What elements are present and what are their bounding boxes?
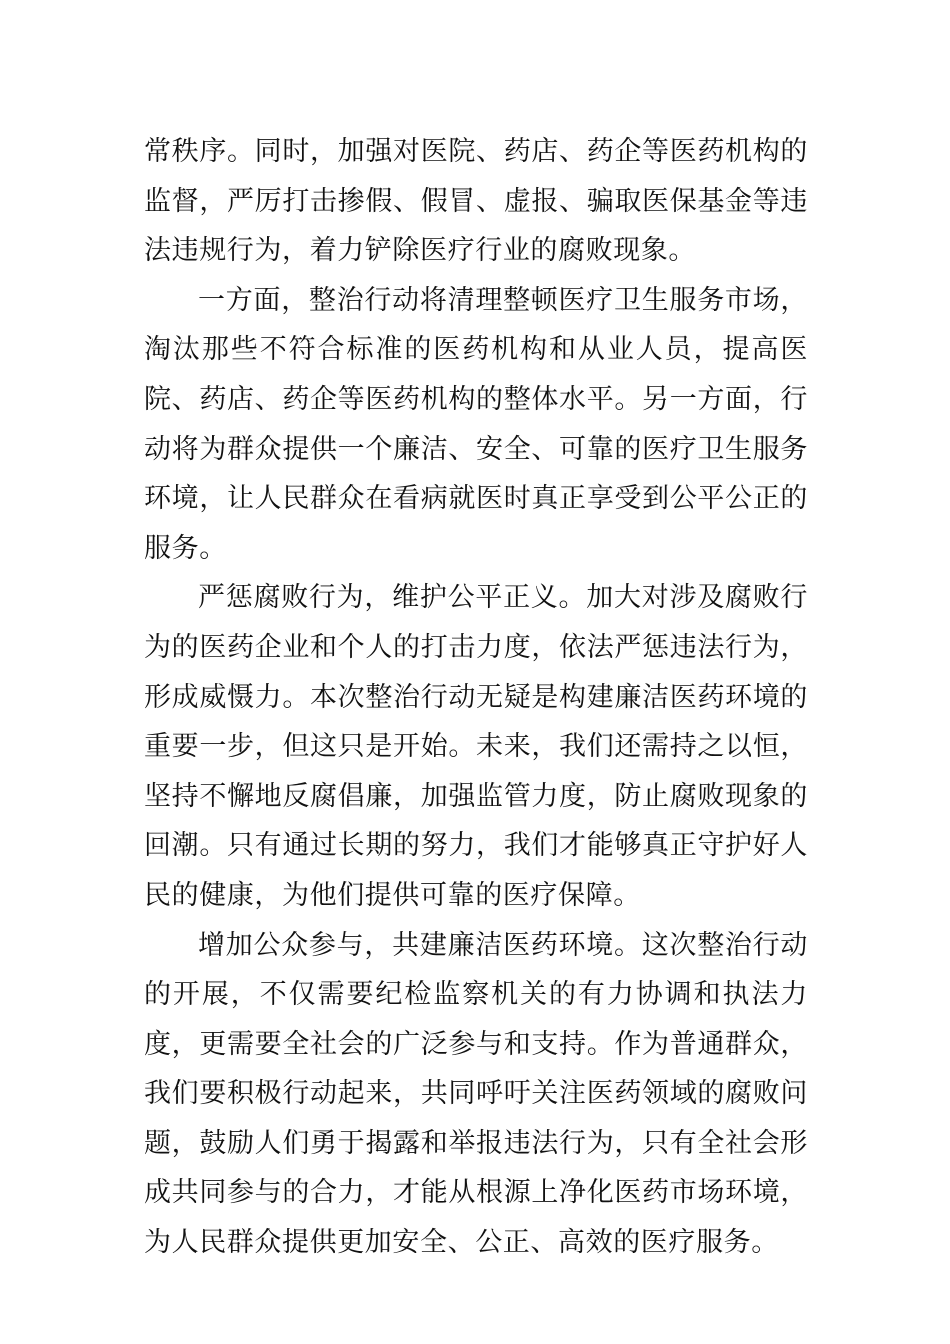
paragraph-continuation: 常秩序。同时，加强对医院、药店、药企等医药机构的监督，严厉打击掺假、假冒、虚报、骗取医保基金等违法违规行为，着力铲除医疗行业的腐败现象。 [144,136,808,267]
paragraph-punish-corruption: 严惩腐败行为，维护公平正义。加大对涉及腐败行为的医药企业和个人的打击力度，依法严惩违法行为，形成威慑力。本次整治行动无疑是构建廉洁医药环境的重要一步，但这只是开始。未来，我们还需持之以恒，坚持不懈地反腐倡廉，加强监管力度，防止腐败现象的回潮。只有通过长期的努力，我们才能够真正守护好人民的健康，为他们提供可靠的医疗保障。 [144,582,808,911]
document-body [144,127,808,1268]
paragraph-market-rectification: 一方面，整治行动将清理整顿医疗卫生服务市场，淘汰那些不符合标准的医药机构和从业人员，提高医院、药店、药企等医药机构的整体水平。另一方面，行动将为群众提供一个廉洁、安全、可靠的医疗卫生服务环境，让人民群众在看病就医时真正享受到公平公正的服务。 [144,284,808,564]
paragraph-public-participation: 增加公众参与，共建廉洁医药环境。这次整治行动的开展，不仅需要纪检监察机关的有力协调和执法力度，更需要全社会的广泛参与和支持。作为普通群众，我们要积极行动起来，共同呼吁关注医药领域的腐败问题，鼓励人们勇于揭露和举报违法行为，只有全社会形成共同参与的合力，才能从根源上净化医药市场环境，为人民群众提供更加安全、公正、高效的医疗服务。 [144,929,808,1259]
